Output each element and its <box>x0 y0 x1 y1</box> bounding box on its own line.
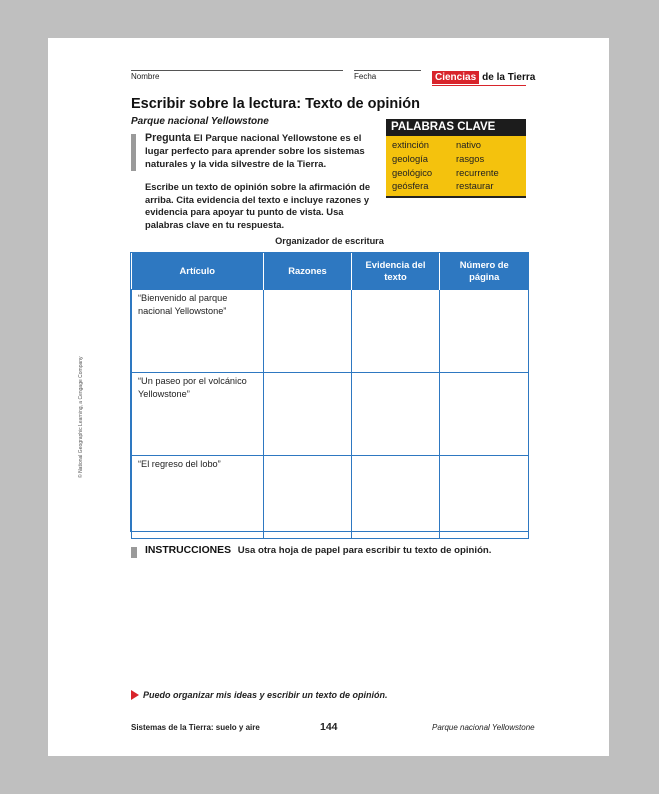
question-marker <box>131 134 136 171</box>
question-text: El Parque nacional Yellowstone es el lugar perfecto para aprender sobre los sistemas naturales y la vida silvestre de la Tierra. <box>145 133 365 170</box>
table-row <box>132 456 529 539</box>
fecha-label: Fecha <box>354 72 377 81</box>
article-cell: “Bienvenido al parque nacional Yellowstone” <box>132 290 264 373</box>
evidence-cell[interactable] <box>352 456 440 539</box>
article-cell: “El regreso del lobo” <box>132 456 264 539</box>
page-number-cell[interactable] <box>440 290 529 373</box>
worksheet-page <box>48 38 609 756</box>
reasons-cell[interactable] <box>264 290 352 373</box>
keyword: geología <box>392 152 428 164</box>
keywords-list <box>386 136 526 193</box>
page-title: Escribir sobre la lectura: Texto de opinión <box>131 96 420 112</box>
keyword: geósfera <box>392 180 429 192</box>
instructions-label: INSTRUCCIONES <box>145 545 232 556</box>
question-block <box>145 132 373 171</box>
keyword: restaurar <box>456 180 494 192</box>
page-number-cell[interactable] <box>440 456 529 539</box>
organizer-title: Organizador de escritura <box>275 236 384 246</box>
bottom-instructions <box>145 545 491 556</box>
fecha-line <box>354 70 421 71</box>
keyword: rasgos <box>456 152 485 164</box>
instructions-text: Usa otra hoja de papel para escribir tu texto de opinión. <box>237 545 492 556</box>
column-header-evidencia: Evidencia del texto <box>352 253 440 290</box>
footer-right: Parque nacional Yellowstone <box>432 723 535 732</box>
page-number-cell[interactable] <box>440 373 529 456</box>
keywords-box <box>386 119 526 198</box>
page-subtitle: Parque nacional Yellowstone <box>131 116 269 127</box>
copyright-notice: © National Geographic Learning, a Cengage Company <box>78 356 84 478</box>
keywords-title: PALABRAS CLAVE <box>386 119 526 136</box>
reasons-cell[interactable] <box>264 456 352 539</box>
question-label: Pregunta <box>145 132 191 144</box>
writing-instructions: Escribe un texto de opinión sobre la afirmación de arriba. Cita evidencia del texto e incluye razones y evidencia para apoyar tu punto de vista. Usa palabras clave en tu respuesta. <box>145 181 371 230</box>
instructions-marker <box>131 547 137 558</box>
article-cell: “Un paseo por el volcánico Yellowstone” <box>132 373 264 456</box>
writing-organizer-table <box>131 253 529 539</box>
keyword: geológico <box>392 166 433 178</box>
evidence-cell[interactable] <box>352 290 440 373</box>
subject-underline <box>432 85 526 86</box>
arrow-right-icon <box>131 690 139 700</box>
footer-left: Sistemas de la Tierra: suelo y aire <box>131 723 260 732</box>
subject-label <box>432 71 535 84</box>
goal-text: Puedo organizar mis ideas y escribir un texto de opinión. <box>143 690 388 700</box>
column-header-articulo: Artículo <box>132 253 264 290</box>
subject-highlight: Ciencias <box>432 71 479 84</box>
keyword: nativo <box>456 139 482 150</box>
column-header-razones: Razones <box>264 253 352 290</box>
evidence-cell[interactable] <box>352 373 440 456</box>
learning-goal <box>131 690 388 700</box>
table-header-row <box>132 253 529 290</box>
keyword: recurrente <box>456 166 499 178</box>
column-header-pagina: Número de página <box>440 253 529 290</box>
keyword: extinción <box>392 139 430 150</box>
page-number: 144 <box>320 721 338 733</box>
table-row <box>132 290 529 373</box>
subject-rest: de la Tierra <box>482 72 536 83</box>
reasons-cell[interactable] <box>264 373 352 456</box>
nombre-label: Nombre <box>131 72 160 81</box>
table-row <box>132 373 529 456</box>
nombre-line <box>131 70 343 71</box>
